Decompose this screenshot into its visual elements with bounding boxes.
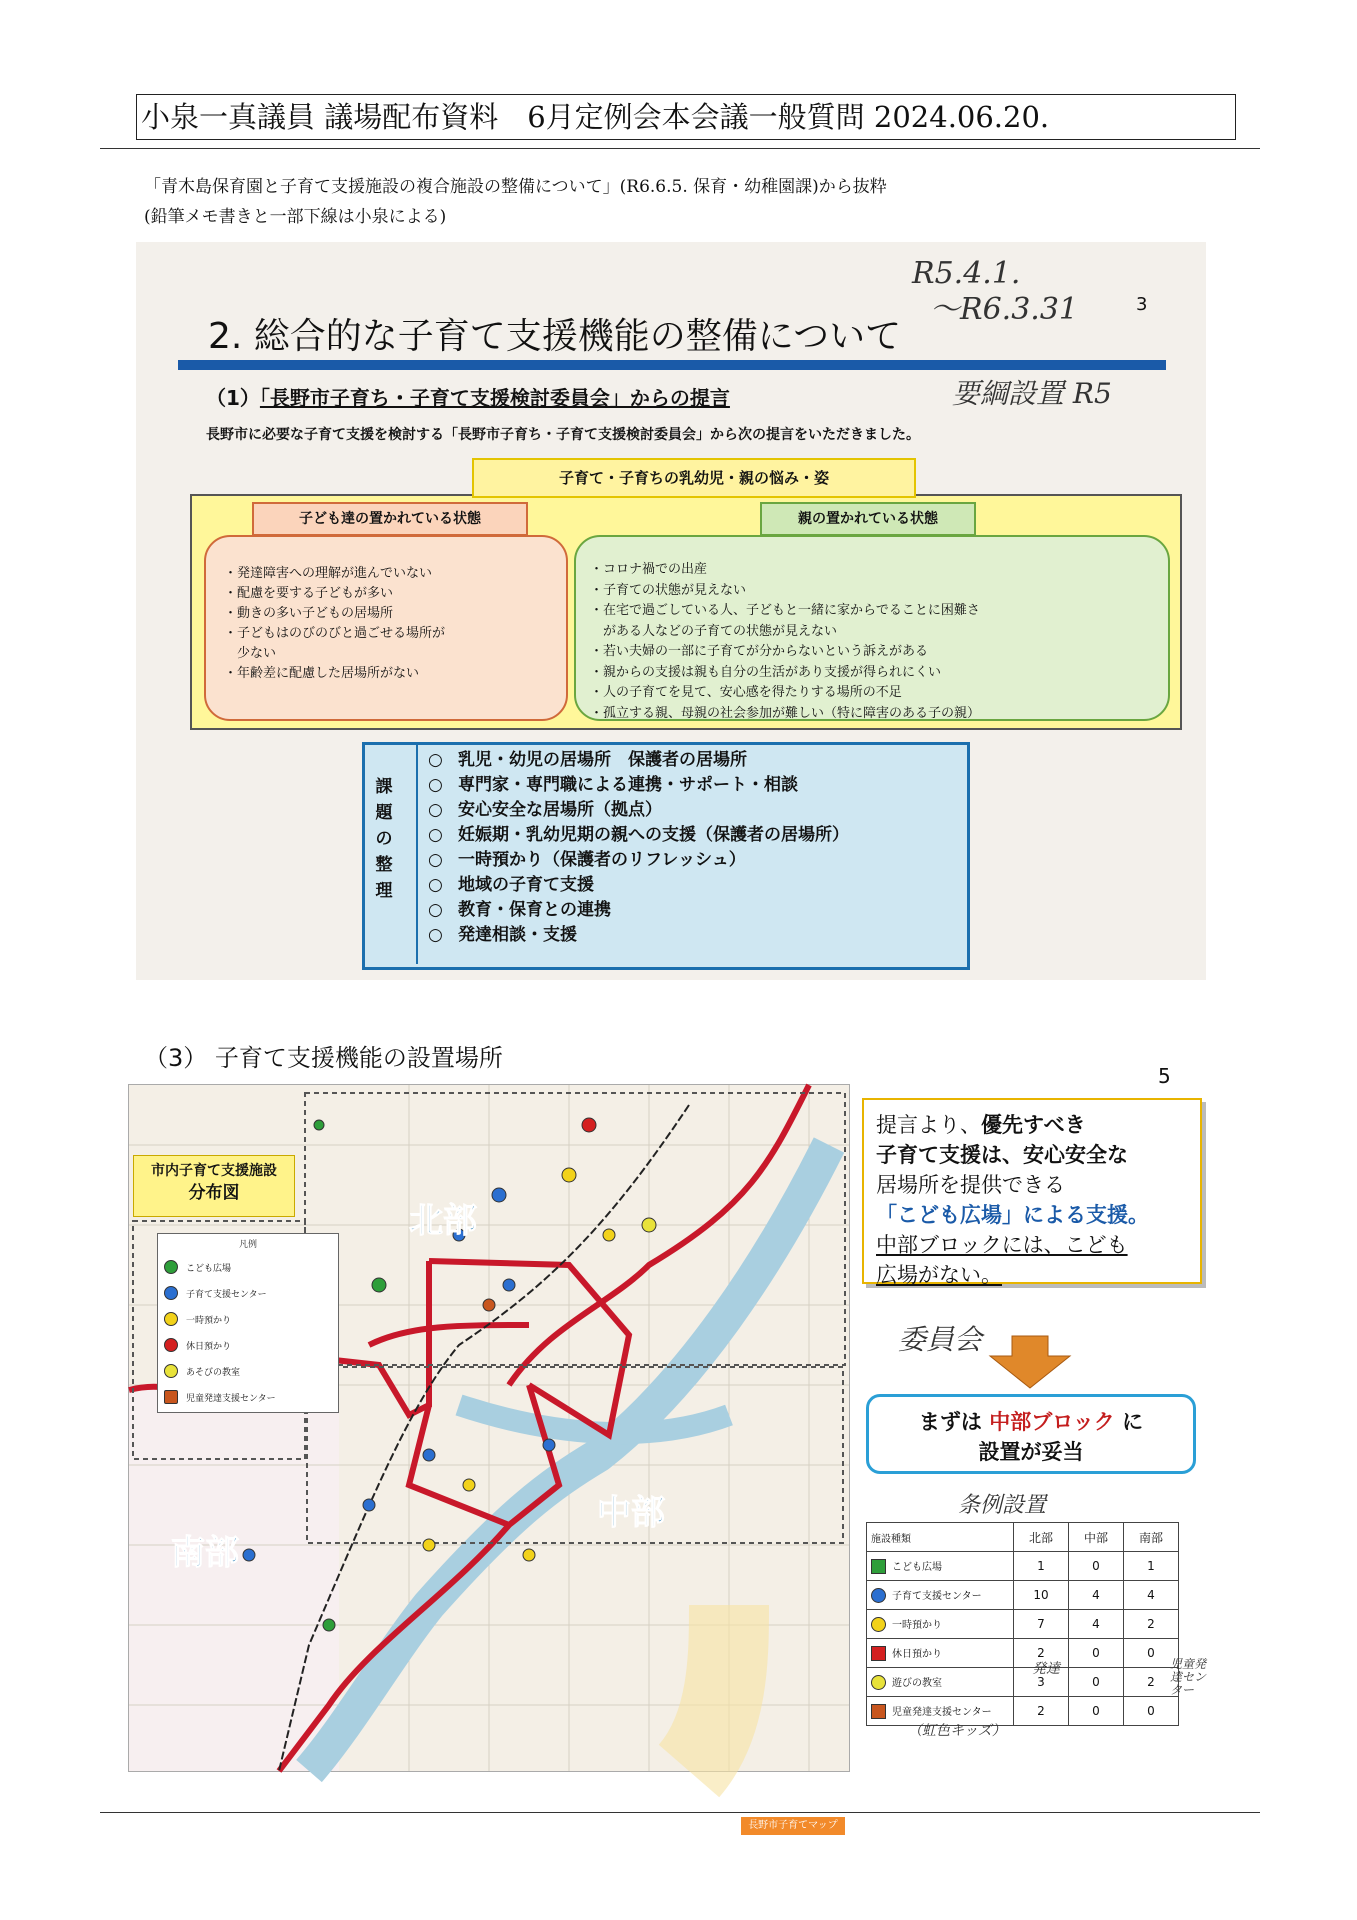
facility-count-table bbox=[866, 1522, 1179, 1726]
title-rule bbox=[178, 360, 1166, 370]
handwritten-date: R5.4.1. ～R6.3.31 bbox=[912, 256, 1079, 327]
children-situation-label: 子ども達の置かれている状態 bbox=[252, 502, 528, 536]
facility-map bbox=[128, 1084, 850, 1831]
circle-icon bbox=[871, 1617, 886, 1632]
down-arrow-icon bbox=[990, 1336, 1070, 1388]
slide-title: 2. 総合的な子育て支援機能の整備について bbox=[208, 316, 902, 357]
star-icon bbox=[164, 1338, 178, 1352]
conclusion-box: まずは 中部ブロック に 設置が妥当 bbox=[866, 1394, 1196, 1474]
children-situation-list bbox=[224, 564, 554, 684]
table-header-row: 施設種類 北部 中部 南部 bbox=[867, 1523, 1179, 1552]
table-row: こども広場 1 0 1 bbox=[867, 1552, 1179, 1581]
parents-situation-list bbox=[590, 560, 1160, 724]
issues-heading: 課 題 の 整 理 bbox=[375, 777, 393, 901]
legend-item: 子育て支援センター bbox=[164, 1286, 267, 1300]
list-item: ○ 一時預かり（保護者のリフレッシュ） bbox=[428, 850, 746, 870]
handwritten-play-note: 発達 bbox=[1032, 1661, 1060, 1677]
table-row: 遊びの教室 3 0 2 bbox=[867, 1668, 1179, 1697]
map-legend bbox=[157, 1233, 339, 1413]
legend-item: 一時預かり bbox=[164, 1312, 231, 1326]
region-label-central: 中部 bbox=[597, 1493, 665, 1533]
list-item: ・年齢差に配慮した居場所がない bbox=[224, 666, 420, 681]
list-item: ○ 専門家・専門職による連携・サポート・相談 bbox=[428, 775, 798, 795]
legend-item: こども広場 bbox=[164, 1260, 231, 1274]
issues-divider bbox=[416, 744, 418, 964]
table-row: 児童発達支援センター 2 0 0 bbox=[867, 1697, 1179, 1726]
source-note-pencil: (鉛筆メモ書きと一部下線は小泉による) bbox=[144, 207, 447, 227]
list-item: ・人の子育てを見て、安心感を得たりする場所の不足 bbox=[590, 685, 902, 700]
smiley-icon bbox=[164, 1364, 178, 1378]
list-item: ・動きの多い子どもの居場所 bbox=[224, 606, 394, 621]
list-item: ○ 教育・保育との連携 bbox=[428, 900, 611, 920]
cone-icon bbox=[164, 1390, 178, 1404]
list-item: ○ 地域の子育て支援 bbox=[428, 875, 594, 895]
list-item: ○ 発達相談・支援 bbox=[428, 925, 577, 945]
star-icon bbox=[871, 1646, 886, 1661]
handwritten-note: 要綱設置 R5 bbox=[952, 377, 1112, 410]
table-row: 一時預かり 7 4 2 bbox=[867, 1610, 1179, 1639]
list-item: ・若い夫婦の一部に子育てが分からないという訴えがある bbox=[590, 644, 929, 659]
slide-subtitle: （1）「長野市子育ち・子育て支援検討委員会」からの提言 bbox=[206, 386, 730, 410]
slide-facility-location bbox=[128, 1018, 1208, 1831]
list-item: ・親からの支援は親も自分の生活があり支援が得られにくい bbox=[590, 664, 942, 680]
table-row: 子育て支援センター 10 4 4 bbox=[867, 1581, 1179, 1610]
circle-icon bbox=[164, 1312, 178, 1326]
legend-title: 凡例 bbox=[238, 1240, 257, 1250]
table-row: 休日預かり 2 0 0 bbox=[867, 1639, 1179, 1668]
theme-label: 子育て・子育ちの乳幼児・親の悩み・姿 bbox=[472, 458, 916, 498]
pentagon-icon bbox=[164, 1260, 178, 1274]
legend-item: あそびの教室 bbox=[164, 1364, 240, 1378]
source-note: 「青木島保育園と子育て支援施設の複合施設の整備について」(R6.6.5. 保育・幼稚園課)から抜粋 bbox=[144, 177, 887, 197]
list-item: ・子育ての状態が見えない bbox=[590, 582, 747, 598]
handwritten-ordinance: 条例設置 bbox=[958, 1493, 1047, 1518]
list-item: ○ 妊娠期・乳幼児期の親への支援（保護者の居場所） bbox=[428, 825, 849, 845]
cone-icon bbox=[871, 1704, 886, 1719]
slide-title: （3） 子育て支援機能の設置場所 bbox=[144, 1044, 503, 1072]
handwritten-committee: 委員会 bbox=[898, 1323, 983, 1356]
list-item: 少ない bbox=[224, 646, 277, 661]
list-item: ・発達障害への理解が進んでいない bbox=[224, 566, 433, 581]
list-item: ・在宅で過ごしている人、子どもと一緒に家からでることに困難さ bbox=[590, 603, 980, 618]
slide-page-number: 3 bbox=[1136, 294, 1148, 315]
map-title: 市内子育て支援施設 分布図 bbox=[133, 1155, 295, 1217]
handwritten-niji-note: （虹色キッズ） bbox=[908, 1723, 1006, 1739]
region-label-south: 南部 bbox=[171, 1533, 239, 1573]
list-item: ○ 乳児・幼児の居場所 保護者の居場所 bbox=[428, 750, 747, 770]
list-item: ・コロナ禍での出産 bbox=[590, 562, 708, 577]
header-title: 小泉一真議員 議場配布資料 6月定例会本会議一般質問 2024.06.20. bbox=[136, 94, 1236, 140]
circle-icon bbox=[871, 1588, 886, 1603]
list-item: がある人などの子育ての状態が見えない bbox=[590, 623, 838, 639]
list-item: ○ 安心安全な居場所（拠点） bbox=[428, 800, 662, 820]
header-divider bbox=[100, 148, 1260, 149]
pentagon-icon bbox=[871, 1559, 886, 1574]
slide-support-functions bbox=[136, 242, 1206, 980]
footer-divider bbox=[100, 1812, 1260, 1813]
handwritten-dev-note: 児童発達センター bbox=[1170, 1657, 1207, 1697]
circle-icon bbox=[164, 1286, 178, 1300]
parents-situation-label: 親の置かれている状態 bbox=[760, 502, 976, 536]
list-item: ・配慮を要する子どもが多い bbox=[224, 586, 394, 601]
legend-item: 児童発達支援センター bbox=[164, 1390, 276, 1404]
legend-item: 休日預かり bbox=[164, 1338, 231, 1352]
lead-text: 長野市に必要な子育て支援を検討する「長野市子育ち・子育て支援検討委員会」から次の提言をいただきました。 bbox=[206, 427, 920, 443]
smiley-icon bbox=[871, 1675, 886, 1690]
issues-list bbox=[428, 748, 958, 948]
region-label-north: 北部 bbox=[409, 1201, 477, 1241]
list-item: ・子どもはのびのびと過ごせる場所が bbox=[224, 626, 446, 641]
map-source-label: 長野市子育てマップ bbox=[741, 1817, 845, 1835]
slide-page-number: 5 bbox=[1158, 1064, 1171, 1088]
list-item: ・孤立する親、母親の社会参加が難しい（特に障害のある子の親） bbox=[590, 705, 981, 721]
proposal-box: 提言より、優先すべき 子育て支援は、安心安全な 居場所を提供できる 「こども広場」による支援。 中部ブロックには、こども 広場がない。 bbox=[862, 1098, 1202, 1284]
